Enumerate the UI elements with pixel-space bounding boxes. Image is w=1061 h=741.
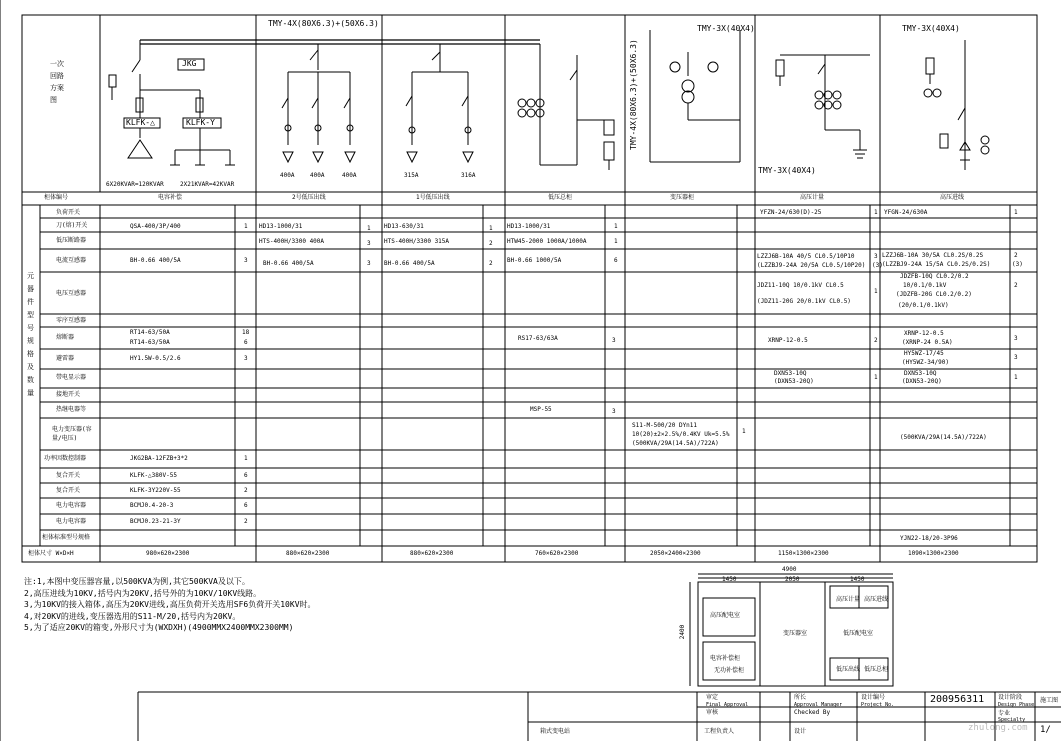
cell: BCMJ0.4-20-3 [130, 502, 174, 509]
jkg-label: JKG [182, 59, 197, 68]
klfk-y-label: KLFK-Y [186, 118, 215, 127]
notes-block [24, 576, 316, 634]
row-label: 接地开关 [56, 391, 81, 398]
row-label: 柜体标准型号规格 [42, 534, 91, 541]
size-cell: 880×620×2300 [410, 550, 454, 557]
cell: (HY5WZ-34/90) [902, 359, 949, 366]
cell-qty: 2 [244, 487, 248, 494]
size-cell: 1090×1300×2300 [908, 550, 959, 557]
cell: JKG2BA-12FZB+3*2 [130, 455, 188, 462]
cell-qty: 6 [614, 257, 618, 264]
cell: (DXN53-20Q) [774, 378, 814, 385]
cell: BH-0.66 1000/5A [507, 257, 562, 264]
plan-room-tr: 变压器室 [783, 630, 808, 637]
col-name-6: 高压计量 [800, 194, 825, 201]
cell: JDZ11-10Q 10/0.1kV CL0.5 [757, 282, 844, 289]
cell: HTS-400H/3300 400A [259, 238, 325, 245]
bus-mid-label: TMY-3X(40X4) [697, 24, 755, 33]
cell: RT14-63/50A [130, 329, 170, 336]
row-label: 电流互感器 [56, 257, 87, 264]
col-name-4: 低压总柜 [548, 194, 573, 201]
tb-approved-en: Final Approval [706, 702, 749, 708]
tb-specialty: 专业 [998, 710, 1011, 717]
cell: MSP-55 [530, 406, 552, 413]
cell-qty: 1 [489, 225, 493, 232]
cell-qty: 3 [244, 355, 248, 362]
cell-qty: 1 [614, 238, 618, 245]
tb-approved: 审定 [706, 694, 719, 701]
col-name-7: 高压进线 [940, 194, 965, 201]
tb-review-en: Checked By [794, 709, 831, 716]
scheme-label: 一次回路方案图 [50, 60, 64, 104]
cell-qty: 1 [1014, 209, 1018, 216]
plan-lv-main: 低压总柜 [864, 666, 889, 673]
tb-stage-val: 施工图 [1040, 697, 1059, 704]
fuse-400a-3: 400A [342, 172, 357, 179]
plan-cap: 电容补偿柜 [710, 655, 741, 662]
cell: S11-M-500/20 DYn11 [632, 422, 698, 429]
cell: HY5WZ-17/45 [904, 350, 944, 357]
cell: KLFK-△380V-55 [130, 472, 177, 479]
plan-meter: 高压计量 [836, 596, 861, 603]
cell: LZZJ6B-10A 30/5A CL0.2S/0.2S [882, 252, 984, 259]
cell-qty: 3 [612, 408, 616, 415]
size-cell: 760×620×2300 [535, 550, 579, 557]
cell: BH-0.66 400/5A [384, 260, 435, 267]
plan-room-hv: 高压配电室 [710, 612, 741, 619]
cell-qty: 3 [244, 257, 248, 264]
col-name-5: 变压器柜 [670, 194, 695, 201]
cell: HD13-1000/31 [259, 223, 303, 230]
tb-stage-en: Design Phase [998, 702, 1035, 708]
fuse-400a-1: 400A [280, 172, 295, 179]
title-block [138, 692, 1061, 741]
row-label: 电力变压器(容量/电压) [52, 426, 92, 442]
cell: DXN53-10Q [904, 370, 937, 377]
cell: (LZZBJ9-24A 15/5A CL0.2S/0.2S) [882, 261, 991, 268]
plan-lv-out: 低压出线 [836, 666, 861, 673]
row-label: 电压互感器 [56, 290, 87, 297]
cell: JDZFB-10Q CL0.2/0.2 [900, 273, 969, 280]
cell-qty: 2 [244, 518, 248, 525]
cap-left-label: 6X20KVAR=120KVAR [106, 181, 164, 188]
cell: (500KVA/29A(14.5A)/722A) [632, 440, 719, 447]
tb-designer: 设计 [794, 728, 807, 735]
bus-lower-label: TMY-3X(40X4) [758, 166, 816, 175]
single-line-diagram [109, 30, 989, 170]
cell: (LZZBJ9-24A 20/5A CL0.5/10P20) [757, 262, 866, 269]
klfk-delta-label: KLFK-△ [126, 118, 155, 127]
cell: XRNP-12-0.5 [904, 330, 944, 337]
cell-qty: 1 [1014, 374, 1018, 381]
cell: (XRNP-24 0.5A) [902, 339, 953, 346]
plan-w3: 1450 [850, 576, 865, 583]
cell-qty: (3) [872, 262, 883, 269]
row-label: 功率因数控制器 [44, 455, 87, 462]
cell-qty: (3) [1012, 261, 1023, 268]
cell-qty: 2 [874, 337, 878, 344]
section-title: 元器件型号规格及数量 [27, 272, 34, 397]
cell: DXN53-10Q [774, 370, 807, 377]
cell-qty: 1 [244, 223, 248, 230]
tb-project-no: 200956311 [930, 694, 985, 705]
tb-proj-mgr-en: Approval Manager [794, 702, 843, 708]
tb-project-no-en: Project No. [861, 702, 895, 708]
cell-qty: 3 [1014, 335, 1018, 342]
bus-main-label: TMY-4X(80X6.3)+(50X6.3) [268, 19, 379, 28]
cell: XRNP-12-0.5 [768, 337, 808, 344]
cell-qty: 1 [367, 225, 371, 232]
row-label: 低压断路器 [56, 237, 87, 244]
cell: YJN22-18/20-3P96 [900, 535, 958, 542]
fuse-400a-2: 400A [310, 172, 325, 179]
row-label: 负荷开关 [56, 209, 81, 216]
cell-qty: 3 [612, 337, 616, 344]
cell: BH-0.66 400/5A [130, 257, 181, 264]
row-label: 零序互感器 [56, 317, 87, 324]
cap-right-label: 2X21KVAR=42KVAR [180, 181, 235, 188]
fuse-315a: 315A [404, 172, 419, 179]
tb-proj-mgr: 所长 [794, 694, 807, 701]
cell: (JDZ11-20G 20/0.1kV CL0.5) [757, 298, 851, 305]
col-name-2: 2号低压出线 [292, 194, 326, 201]
tb-sheet-no: 1/ [1040, 725, 1051, 735]
cell-qty: 3 [367, 240, 371, 247]
cabinet-no-label: 柜体编号 [44, 194, 69, 201]
fuse-316a: 316A [461, 172, 476, 179]
plan-height: 2400 [679, 624, 687, 640]
cell-qty: 1 [874, 288, 878, 295]
row-label: 刀(熔)开关 [56, 222, 88, 229]
cell-qty: 1 [742, 428, 746, 435]
col-name-1: 电容补偿 [158, 194, 183, 201]
plan-w2: 2050 [785, 576, 800, 583]
note-line: 5,为了适应20KV的箱变,外形尺寸为(WXDXH)(4900MMX2400MMX2300MM) [24, 623, 294, 632]
cell: BCMJ0.23-21-3Y [130, 518, 181, 525]
cell-qty: 6 [244, 339, 248, 346]
tb-project-no-label: 设计编号 [861, 694, 886, 701]
row-label: 电力电容器 [56, 502, 87, 509]
size-cell: 1150×1300×2300 [778, 550, 829, 557]
note-line: 3,为10KV的接入箱体,高压为20KV进线,高压负荷开关选用SF6负荷开关10KV时。 [24, 600, 316, 609]
note-line: 注:1,本图中变压器容量,以500KVA为例,其它500KVA及以下。 [24, 577, 250, 586]
cell-qty: 3 [874, 253, 878, 260]
bus-vertical-label: TMY-4X(80X6.3)+(50X6.3) [629, 39, 638, 150]
cell: RT14-63/50A [130, 339, 170, 346]
row-label: 热继电器等 [56, 406, 87, 413]
bus-right-label: TMY-3X(40X4) [902, 24, 960, 33]
cell-qty: 2 [489, 260, 493, 267]
cell: HD13-630/31 [384, 223, 424, 230]
cell-qty: 6 [244, 472, 248, 479]
col-name-3: 1号低压出线 [416, 194, 450, 201]
cell-qty: 3 [1014, 354, 1018, 361]
row-label: 复合开关 [56, 472, 81, 479]
cell: 10/0.1/0.1kV [903, 282, 947, 289]
cell-qty: 18 [242, 329, 250, 336]
note-line: 2,高压进线为10KV,括号内为20KV,括号外的为10KV/10KV线路。 [24, 588, 262, 598]
cell: (20/0.1/0.1kV) [898, 302, 949, 309]
cell: 10(20)±2×2.5%/0.4KV Uk=5.5% [632, 431, 730, 438]
cell: RS17-63/63A [518, 335, 558, 342]
cell: KLFK-3Y220V-55 [130, 487, 181, 494]
cell: YFGN-24/630A [884, 209, 928, 216]
note-line: 4,对20KV的进线,变压器选用的S11-M/20,括号内为20KV。 [24, 611, 241, 621]
cell: HY1.5W-0.5/2.6 [130, 355, 181, 362]
cell-qty: 2 [1014, 282, 1018, 289]
plan-room-lv: 低压配电室 [843, 630, 874, 637]
watermark: zhulong.com [968, 723, 1028, 733]
cell-qty: 3 [367, 260, 371, 267]
tb-drawing-title: 箱式变电站 [540, 728, 571, 735]
cell: HTS-400H/3300 315A [384, 238, 450, 245]
cell-qty: 6 [244, 502, 248, 509]
cell: YFZN-24/630(D)-25 [760, 209, 822, 216]
cell-qty: 2 [489, 240, 493, 247]
plan-hv-in: 高压进线 [864, 596, 889, 603]
row-label: 熔断器 [56, 334, 75, 341]
size-cell: 980×620×2300 [146, 550, 190, 557]
cell-qty: 1 [614, 223, 618, 230]
cell: BH-0.66 400/5A [263, 260, 314, 267]
size-cell: 2050×2400×2300 [650, 550, 701, 557]
cell-qty: 1 [874, 374, 878, 381]
cell: (DXN53-20Q) [902, 378, 942, 385]
cell: LZZJ6B-10A 40/5 CL0.5/10P10 [757, 253, 855, 260]
row-label: 复合开关 [56, 487, 81, 494]
size-cell: 880×620×2300 [286, 550, 330, 557]
plan-comp: 无功补偿柜 [714, 667, 745, 674]
tb-specialty-en: Specialty [998, 717, 1026, 723]
tb-stage-label: 设计阶段 [998, 694, 1023, 701]
row-label: 电力电容器 [56, 518, 87, 525]
plan-total-width: 4900 [782, 566, 797, 573]
tb-review: 审核 [706, 709, 719, 716]
tb-engineer: 工程负责人 [704, 728, 735, 735]
cell-qty: 1 [874, 209, 878, 216]
cell: HTW45-2000 1000A/1000A [507, 238, 587, 245]
cell-qty: 2 [1014, 252, 1018, 259]
cell: (500KVA/29A(14.5A)/722A) [900, 434, 987, 441]
cell: (JDZFB-20G CL0.2/0.2) [896, 291, 972, 298]
cell-qty: 1 [244, 455, 248, 462]
row-label: 带电显示器 [56, 374, 87, 381]
plan-w1: 1450 [722, 576, 737, 583]
cell: HD13-1000/31 [507, 223, 551, 230]
size-row-label: 柜体尺寸 W×D×H [28, 550, 74, 557]
cell: QSA-400/3P/400 [130, 223, 181, 230]
row-label: 避雷器 [56, 355, 75, 362]
